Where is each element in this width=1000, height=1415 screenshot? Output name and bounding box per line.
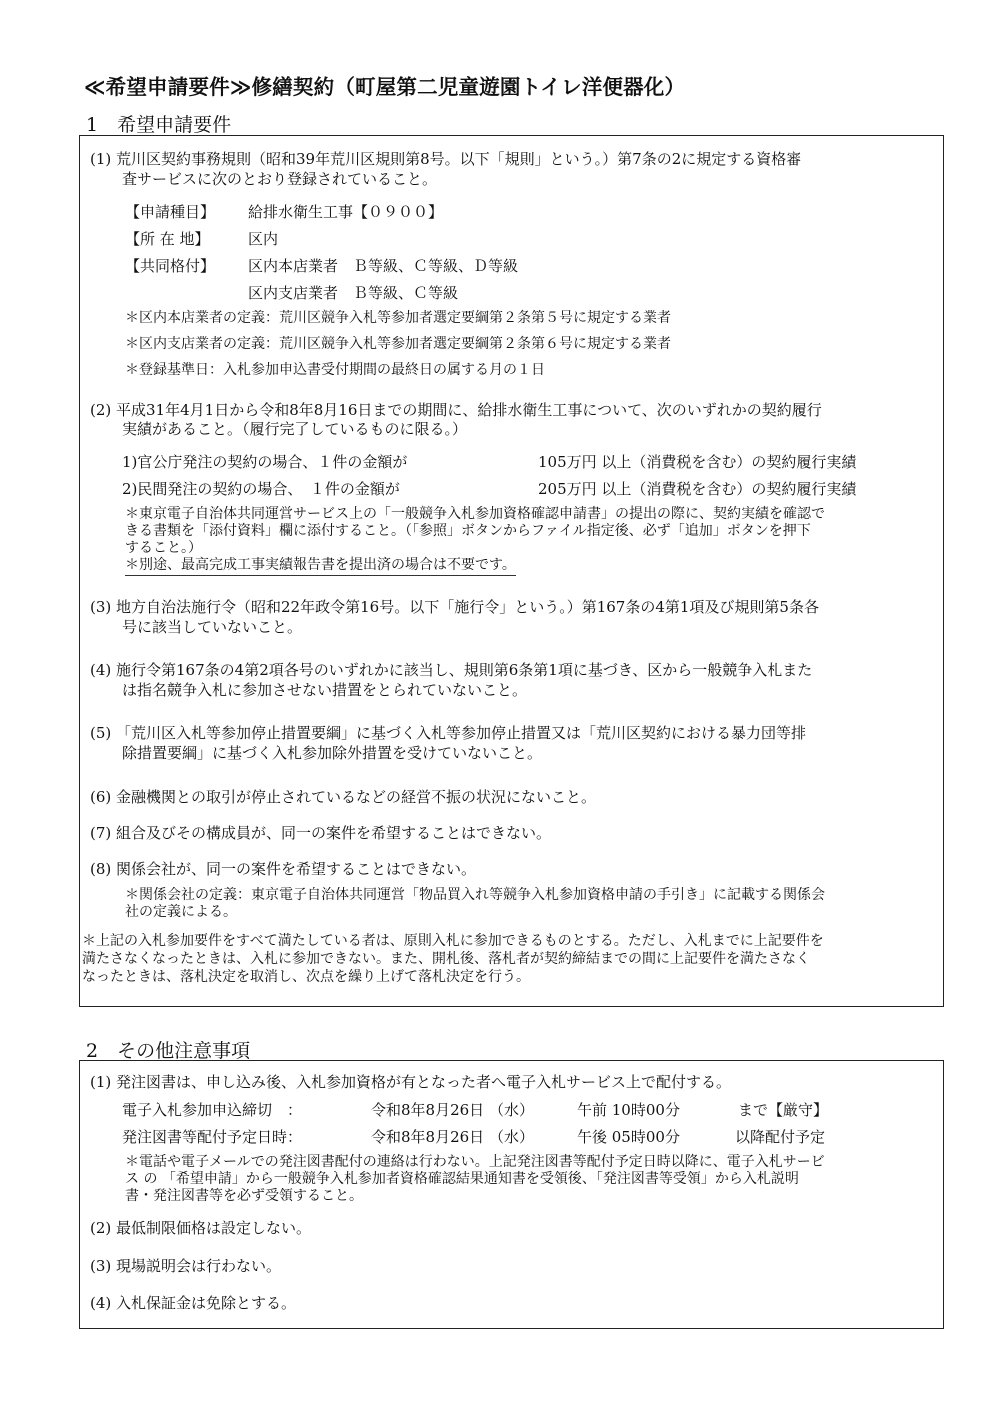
item1-note1: ＊区内本店業者の定義：荒川区競争入札等参加者選定要綱第２条第５号に規定する業者 (125, 310, 671, 326)
item5-line1: (5) 「荒川区入札等参加停止措置要綱」に基づく入札等参加停止措置又は「荒川区契約における暴力団等排 (90, 724, 807, 742)
item2-row2-left: 2)民間発注の契約の場合、 １件の金額が (122, 480, 400, 498)
page-title: ≪希望申請要件≫修繕契約（町屋第二児童遊園トイレ洋便器化） (84, 75, 686, 99)
s2-item2: (2) 最低制限価格は設定しない。 (90, 1219, 312, 1237)
rating-label: 【共同格付】 (125, 257, 216, 275)
section2-box (79, 1060, 944, 1329)
deadline-date: 令和8年8月26日 （水） (371, 1101, 534, 1119)
section2-heading: 2 その他注意事項 (86, 1040, 251, 1062)
item2-row1-left: 1)官公庁発注の契約の場合、１件の金額が (122, 453, 408, 471)
location-label: 【所 在 地】 (125, 230, 210, 248)
item1-note2: ＊区内支店業者の定義：荒川区競争入札等参加者選定要綱第２条第６号に規定する業者 (125, 336, 671, 352)
s2-item1-line1: (1) 発注図書は、申し込み後、入札参加資格が有となった者へ電子入札サービス上で配付する。 (90, 1073, 732, 1091)
item5-line2: 除措置要綱」に基づく入札参加除外措置を受けていないこと。 (122, 744, 543, 762)
section1-footer-l2: 満たさなくなったときは、入札に参加できない。また、開札後、落札者が契約締結までの間に上記要件を満たさなく (82, 951, 810, 967)
rating-value-1: 区内本店業者 Ｂ等級、Ｃ等級、Ｄ等級 (248, 257, 519, 275)
location-value: 区内 (248, 230, 279, 248)
item1-line1: (1) 荒川区契約事務規則（昭和39年荒川区規則第8号。以下「規則」という。）第7条の2に規定する資格審 (90, 150, 802, 168)
deadline-suffix: まで【厳守】 (738, 1101, 829, 1119)
item2-row2-right: 205万円 以上（消費税を含む）の契約履行実績 (538, 480, 857, 498)
item8-note-l1: ＊関係会社の定義：東京電子自治体共同運営「物品買入れ等競争入札参加資格申請の手引き」に記載する関係会 (125, 887, 825, 903)
s2-item1-note-l1: ＊電話や電子メールでの発注図書配付の連絡は行わない。上記発注図書等配付予定日時以降に、電子入札サービ (125, 1154, 825, 1170)
deadline-label: 電子入札参加申込締切 ： (122, 1101, 303, 1119)
deadline-time: 午前 10時00分 (577, 1101, 680, 1119)
item2-note-l1: ＊東京電子自治体共同運営サービス上の「一般競争入札参加資格確認申請書」の提出の際に、契約実績を確認で (125, 506, 825, 522)
item1-line2: 査サービスに次のとおり登録されていること。 (122, 170, 438, 188)
item3-line2: 号に該当していないこと。 (122, 618, 303, 636)
distribution-suffix: 以降配付予定 (735, 1128, 826, 1146)
s2-item1-note-l2: ス の 「希望申請」から一般競争入札参加者資格確認結果通知書を受領後、「発注図書等受領」から入札説明 (125, 1171, 799, 1187)
section1-footer-l1: ＊上記の入札参加要件をすべて満たしている者は、原則入札に参加できるものとする。ただし、入札までに上記要件を (82, 933, 824, 949)
item2-line1: (2) 平成31年4月1日から令和8年8月16日までの期間に、給排水衛生工事について、次のいずれかの契約履行 (90, 401, 822, 419)
distribution-date: 令和8年8月26日 （水） (371, 1128, 534, 1146)
item7: (7) 組合及びその構成員が、同一の案件を希望することはできない。 (90, 824, 552, 842)
distribution-label: 発注図書等配付予定日時： (122, 1128, 303, 1146)
item4-line1: (4) 施行令第167条の4第2項各号のいずれかに該当し、規則第6条第1項に基づき、区から一般競争入札また (90, 661, 813, 679)
section1-heading: 1 希望申請要件 (86, 114, 232, 136)
s2-item1-note-l3: 書・発注図書等を必ず受領すること。 (125, 1188, 363, 1204)
distribution-time: 午後 05時00分 (577, 1128, 680, 1146)
item2-note-l3: すること。） (125, 540, 202, 556)
item4-line2: は指名競争入札に参加させない措置をとられていないこと。 (122, 681, 528, 699)
item3-line1: (3) 地方自治法施行令（昭和22年政令第16号。以下「施行令」という。）第167条の4第1項及び規則第5条各 (90, 598, 819, 616)
item8-line1: (8) 関係会社が、同一の案件を希望することはできない。 (90, 860, 477, 878)
category-value: 給排水衛生工事【０９００】 (248, 203, 444, 221)
item6: (6) 金融機関との取引が停止されているなどの経営不振の状況にないこと。 (90, 788, 597, 806)
item8-note-l2: 社の定義による。 (125, 904, 237, 920)
item2-note-l4: ＊別途、最高完成工事実績報告書を提出済の場合は不要です。 (125, 557, 516, 576)
s2-item3: (3) 現場説明会は行わない。 (90, 1257, 282, 1275)
section1-footer-l3: なったときは、落札決定を取消し、次点を繰り上げて落札決定を行う。 (82, 969, 530, 985)
item1-note3: ＊登録基準日：入札参加申込書受付期間の最終日の属する月の１日 (125, 362, 545, 378)
section1-box (79, 135, 944, 1007)
rating-value-2: 区内支店業者 Ｂ等級、Ｃ等級 (248, 284, 459, 302)
item2-note-l2: きる書類を「添付資料」欄に添付すること。（「参照」ボタンからファイル指定後、必ず「追加」ボタンを押下 (125, 523, 811, 539)
category-label: 【申請種目】 (125, 203, 216, 221)
item2-line2: 実績があること。（履行完了しているものに限る。） (122, 420, 468, 438)
item2-row1-right: 105万円 以上（消費税を含む）の契約履行実績 (538, 453, 857, 471)
s2-item4: (4) 入札保証金は免除とする。 (90, 1294, 297, 1312)
